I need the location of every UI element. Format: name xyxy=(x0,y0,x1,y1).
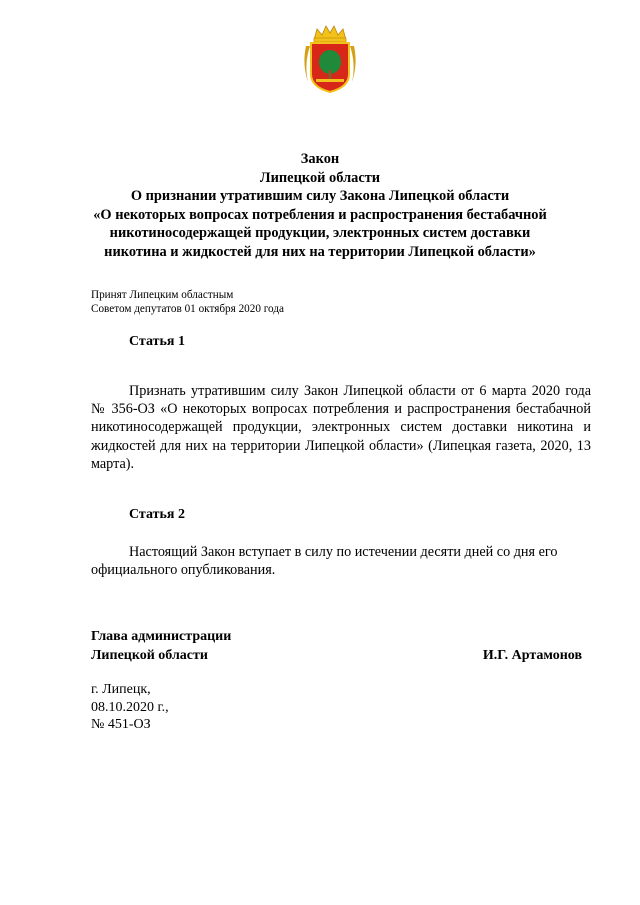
law-title xyxy=(60,150,580,261)
adoption-note xyxy=(91,289,284,316)
signer-position-line: Липецкой области xyxy=(91,647,208,663)
adoption-line: Принят Липецким областным xyxy=(91,289,234,301)
article-1-heading: Статья 1 xyxy=(129,334,185,349)
title-line: Закон xyxy=(300,151,340,167)
article-1-text: Признать утратившим силу Закон Липецкой области от 6 марта 2020 года № 356-ОЗ «О некоторых вопросах потребления и распространения бестабачной никотиносодержащей продукции, электронных систем доставки никотина и жидкостей для них на территории Липецкой области» (Липецкая газета, 2020, 13 марта). xyxy=(91,383,591,472)
adoption-line: Советом депутатов 01 октября 2020 года xyxy=(91,302,284,315)
signer-position-line: Глава администрации xyxy=(91,629,232,644)
law-details xyxy=(91,681,169,734)
coat-of-arms-icon xyxy=(302,24,358,94)
title-line: О признании утратившим силу Закона Липецкой области xyxy=(130,188,510,204)
signature-block xyxy=(91,628,591,665)
title-line: «О некоторых вопросах потребления и распространения бестабачной xyxy=(93,206,547,223)
title-line: никотиносодержащей продукции, электронных систем доставки xyxy=(109,225,531,241)
article-2-text: Настоящий Закон вступает в силу по истечении десяти дней со дня его официального опубликования. xyxy=(91,544,558,579)
title-line: никотина и жидкостей для них на территории Липецкой области» xyxy=(104,243,536,260)
article-2-heading: Статья 2 xyxy=(129,507,185,522)
law-date: 08.10.2020 г., xyxy=(91,699,169,715)
title-line: Липецкой области xyxy=(259,169,381,186)
city: г. Липецк, xyxy=(91,682,151,697)
signer-name: И.Г. Артамонов xyxy=(482,647,582,663)
law-number: № 451-ОЗ xyxy=(91,717,151,732)
